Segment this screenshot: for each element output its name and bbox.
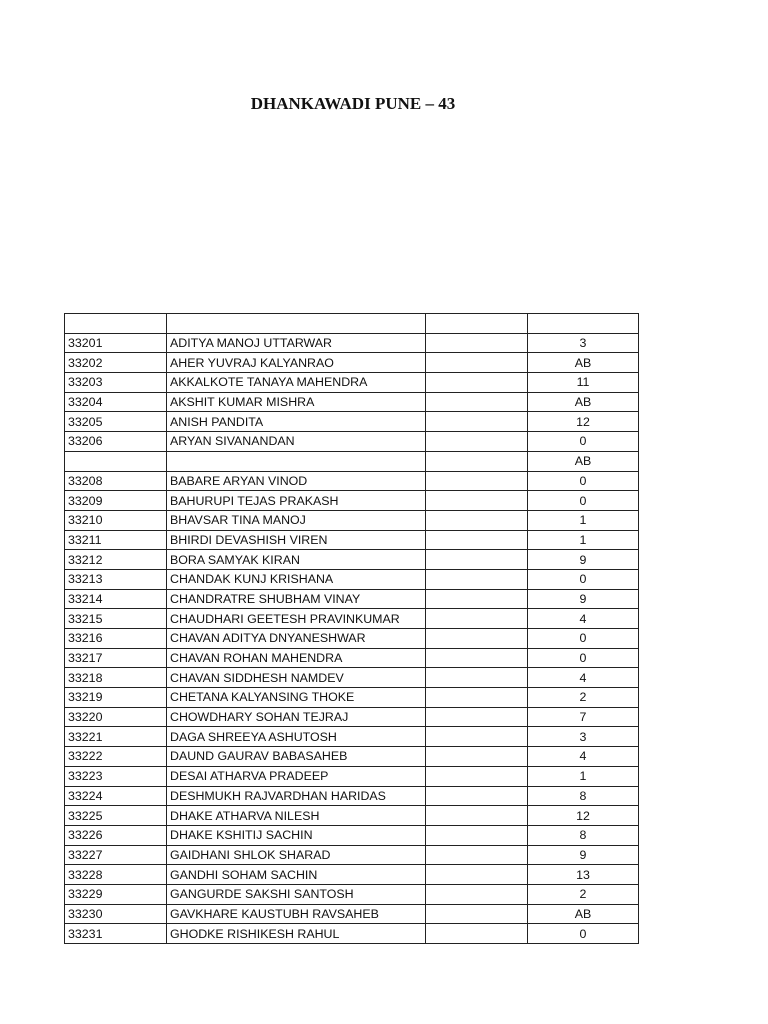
roll-number-cell: 33204: [65, 392, 167, 412]
roll-number-cell: 33210: [65, 510, 167, 530]
score-cell: 0: [528, 629, 639, 649]
student-name-cell: DHAKE KSHITIJ SACHIN: [167, 825, 426, 845]
blank-cell: [426, 392, 528, 412]
blank-cell: [426, 373, 528, 393]
results-table: [64, 313, 639, 944]
student-name-cell: CHAVAN SIDDHESH NAMDEV: [167, 668, 426, 688]
table-row: [65, 333, 639, 353]
table-row: [65, 451, 639, 471]
roll-number-cell: 33203: [65, 373, 167, 393]
score-cell: 2: [528, 884, 639, 904]
student-name-cell: BHIRDI DEVASHISH VIREN: [167, 530, 426, 550]
roll-number-cell: 33220: [65, 707, 167, 727]
student-name-cell: GHODKE RISHIKESH RAHUL: [167, 924, 426, 944]
roll-number-cell: 33224: [65, 786, 167, 806]
table-row: [65, 491, 639, 511]
table-row: [65, 865, 639, 885]
results-table-body: [65, 314, 639, 944]
roll-number-cell: 33225: [65, 806, 167, 826]
roll-number-cell: 33211: [65, 530, 167, 550]
student-name-cell: CHAUDHARI GEETESH PRAVINKUMAR: [167, 609, 426, 629]
student-name-cell: BAHURUPI TEJAS PRAKASH: [167, 491, 426, 511]
score-cell: 8: [528, 825, 639, 845]
table-row: [65, 550, 639, 570]
table-row: [65, 392, 639, 412]
blank-cell: [426, 471, 528, 491]
blank-cell: [426, 491, 528, 511]
roll-number-cell: [65, 451, 167, 471]
roll-number-cell: 33231: [65, 924, 167, 944]
table-row: [65, 786, 639, 806]
roll-number-cell: 33205: [65, 412, 167, 432]
score-cell: AB: [528, 904, 639, 924]
roll-number-cell: 33229: [65, 884, 167, 904]
student-name-cell: AKSHIT KUMAR MISHRA: [167, 392, 426, 412]
roll-number-cell: 33221: [65, 727, 167, 747]
score-cell: 13: [528, 865, 639, 885]
blank-cell: [426, 727, 528, 747]
student-name-cell: BABARE ARYAN VINOD: [167, 471, 426, 491]
score-cell: 0: [528, 471, 639, 491]
score-cell: 0: [528, 648, 639, 668]
blank-cell: [426, 569, 528, 589]
blank-cell: [426, 609, 528, 629]
score-cell: AB: [528, 353, 639, 373]
score-cell: 12: [528, 412, 639, 432]
student-name-cell: DESHMUKH RAJVARDHAN HARIDAS: [167, 786, 426, 806]
blank-cell: [426, 648, 528, 668]
table-row: [65, 884, 639, 904]
blank-cell: [426, 530, 528, 550]
score-cell: 7: [528, 707, 639, 727]
roll-number-cell: 33228: [65, 865, 167, 885]
blank-cell: [426, 668, 528, 688]
table-row: [65, 668, 639, 688]
table-row: [65, 589, 639, 609]
blank-cell: [426, 825, 528, 845]
score-cell: AB: [528, 451, 639, 471]
table-row: [65, 825, 639, 845]
roll-number-cell: 33218: [65, 668, 167, 688]
header-cell-blank: [426, 314, 528, 334]
score-cell: 3: [528, 727, 639, 747]
table-row: [65, 609, 639, 629]
blank-cell: [426, 707, 528, 727]
roll-number-cell: 33213: [65, 569, 167, 589]
student-name-cell: ANISH PANDITA: [167, 412, 426, 432]
student-name-cell: DHAKE ATHARVA NILESH: [167, 806, 426, 826]
student-name-cell: CHAVAN ADITYA DNYANESHWAR: [167, 629, 426, 649]
table-row: [65, 727, 639, 747]
score-cell: 0: [528, 924, 639, 944]
blank-cell: [426, 747, 528, 767]
roll-number-cell: 33219: [65, 688, 167, 708]
table-row: [65, 747, 639, 767]
score-cell: 4: [528, 668, 639, 688]
score-cell: 9: [528, 845, 639, 865]
student-name-cell: DAUND GAURAV BABASAHEB: [167, 747, 426, 767]
header-cell-score: [528, 314, 639, 334]
score-cell: 3: [528, 333, 639, 353]
student-name-cell: CHANDRATRE SHUBHAM VINAY: [167, 589, 426, 609]
score-cell: 12: [528, 806, 639, 826]
table-row: [65, 766, 639, 786]
header-cell-name: [167, 314, 426, 334]
score-cell: 0: [528, 432, 639, 452]
score-cell: 1: [528, 510, 639, 530]
table-row: [65, 629, 639, 649]
table-row: [65, 530, 639, 550]
blank-cell: [426, 688, 528, 708]
blank-cell: [426, 432, 528, 452]
roll-number-cell: 33208: [65, 471, 167, 491]
student-name-cell: CHANDAK KUNJ KRISHANA: [167, 569, 426, 589]
blank-cell: [426, 412, 528, 432]
score-cell: 0: [528, 491, 639, 511]
student-name-cell: DAGA SHREEYA ASHUTOSH: [167, 727, 426, 747]
student-name-cell: ARYAN SIVANANDAN: [167, 432, 426, 452]
score-cell: 4: [528, 609, 639, 629]
student-name-cell: AKKALKOTE TANAYA MAHENDRA: [167, 373, 426, 393]
score-cell: 1: [528, 766, 639, 786]
roll-number-cell: 33214: [65, 589, 167, 609]
blank-cell: [426, 904, 528, 924]
page-title: DHANKAWADI PUNE – 43: [250, 94, 456, 113]
blank-cell: [426, 786, 528, 806]
student-name-cell: GAVKHARE KAUSTUBH RAVSAHEB: [167, 904, 426, 924]
roll-number-cell: 33202: [65, 353, 167, 373]
roll-number-cell: 33216: [65, 629, 167, 649]
table-row: [65, 806, 639, 826]
roll-number-cell: 33217: [65, 648, 167, 668]
roll-number-cell: 33223: [65, 766, 167, 786]
score-cell: 9: [528, 589, 639, 609]
roll-number-cell: 33226: [65, 825, 167, 845]
student-name-cell: CHETANA KALYANSING THOKE: [167, 688, 426, 708]
table-row: [65, 432, 639, 452]
roll-number-cell: 33209: [65, 491, 167, 511]
student-name-cell: GAIDHANI SHLOK SHARAD: [167, 845, 426, 865]
student-name-cell: DESAI ATHARVA PRADEEP: [167, 766, 426, 786]
student-name-cell: GANDHI SOHAM SACHIN: [167, 865, 426, 885]
score-cell: 4: [528, 747, 639, 767]
score-cell: 9: [528, 550, 639, 570]
table-row: [65, 569, 639, 589]
blank-cell: [426, 589, 528, 609]
roll-number-cell: 33201: [65, 333, 167, 353]
score-cell: 1: [528, 530, 639, 550]
student-name-cell: CHOWDHARY SOHAN TEJRAJ: [167, 707, 426, 727]
student-name-cell: GANGURDE SAKSHI SANTOSH: [167, 884, 426, 904]
blank-cell: [426, 629, 528, 649]
student-name-cell: CHAVAN ROHAN MAHENDRA: [167, 648, 426, 668]
blank-cell: [426, 451, 528, 471]
blank-cell: [426, 550, 528, 570]
student-name-cell: ADITYA MANOJ UTTARWAR: [167, 333, 426, 353]
student-name-cell: BORA SAMYAK KIRAN: [167, 550, 426, 570]
header-cell-roll: [65, 314, 167, 334]
student-name-cell: BHAVSAR TINA MANOJ: [167, 510, 426, 530]
table-row: [65, 688, 639, 708]
roll-number-cell: 33227: [65, 845, 167, 865]
blank-cell: [426, 884, 528, 904]
blank-cell: [426, 510, 528, 530]
student-name-cell: [167, 451, 426, 471]
table-row: [65, 904, 639, 924]
table-row: [65, 845, 639, 865]
blank-cell: [426, 865, 528, 885]
student-name-cell: AHER YUVRAJ KALYANRAO: [167, 353, 426, 373]
roll-number-cell: 33212: [65, 550, 167, 570]
score-cell: AB: [528, 392, 639, 412]
score-cell: 2: [528, 688, 639, 708]
table-row: [65, 412, 639, 432]
roll-number-cell: 33230: [65, 904, 167, 924]
table-row: [65, 353, 639, 373]
blank-cell: [426, 845, 528, 865]
table-row: [65, 924, 639, 944]
score-cell: 8: [528, 786, 639, 806]
table-row: [65, 707, 639, 727]
roll-number-cell: 33215: [65, 609, 167, 629]
score-cell: 11: [528, 373, 639, 393]
blank-cell: [426, 924, 528, 944]
blank-cell: [426, 806, 528, 826]
table-row: [65, 373, 639, 393]
score-cell: 0: [528, 569, 639, 589]
blank-cell: [426, 333, 528, 353]
table-header-row: [65, 314, 639, 334]
table-row: [65, 510, 639, 530]
blank-cell: [426, 353, 528, 373]
roll-number-cell: 33222: [65, 747, 167, 767]
blank-cell: [426, 766, 528, 786]
table-row: [65, 648, 639, 668]
roll-number-cell: 33206: [65, 432, 167, 452]
table-row: [65, 471, 639, 491]
